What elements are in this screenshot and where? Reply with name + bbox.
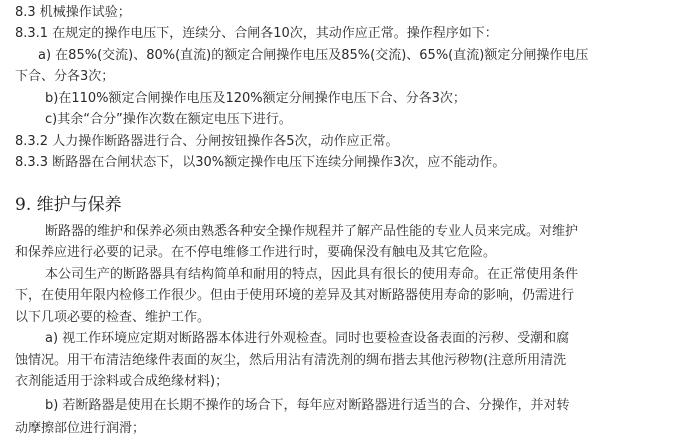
section-9-para-1-line-1: 断路器的维护和保养必须由熟悉各种安全操作规程并了解产品性能的专业人员来完成。对维护 [45, 224, 579, 239]
section-9-item-a-line-2: 蚀情况。用干布清洁绝缘件表面的灰尘，然后用沾有清洗剂的绸布揩去其他污秽物(注意所用清洗 [15, 353, 567, 368]
section-9-para-1-line-2: 和保养应进行必要的记录。在不停电维修工作进行时，要确保没有触电及其它危险。 [15, 245, 497, 260]
section-9-item-b-line-1: b) 若断路器是使用在长期不操作的场合下，每年应对断路器进行适当的合、分操作，并对转 [45, 398, 570, 413]
section-9-para-2-line-1: 本公司生产的断路器具有结构简单和耐用的特点，因此具有很长的使用寿命。在正常使用条件 [45, 267, 579, 282]
section-8-3-title: 8.3 机械操作试验； [15, 5, 131, 20]
section-9-item-b-line-2: 动摩擦部位进行润滑； [15, 421, 146, 436]
clause-8-3-1-item-a-line-1: a) 在85%(交流)、80%(直流)的额定合闸操作电压及85%(交流)、65%(直流)额定分闸操作电压 [38, 48, 589, 63]
clause-8-3-2: 8.3.2 人力操作断路器进行合、分闸按钮操作各5次，动作应正常。 [15, 134, 399, 149]
clause-8-3-1-item-a-line-2: 下合、分各3次； [15, 69, 115, 84]
section-9-para-2-line-2: 下，在使用年限内检修工作很少。但由于使用环境的差异及其对断路器使用寿命的影响，仍需进行 [15, 288, 575, 303]
cropped-bottom-strip [0, 420, 692, 438]
clause-8-3-1-item-b: b)在110%额定合闸操作电压及120%额定分闸操作电压下合、分各3次； [45, 91, 466, 106]
clause-8-3-1: 8.3.1 在规定的操作电压下，连续分、合闸各10次，其动作应正常。操作程序如下： [15, 26, 498, 41]
clause-8-3-3: 8.3.3 断路器在合闸状态下，以30%额定操作电压下连续分闸操作3次，应不能动作。 [15, 155, 506, 170]
section-9-item-a-line-3: 衣剂能适用于涂料或合成绝缘材料)； [15, 374, 229, 389]
clause-8-3-1-item-c: c)其余“合分”操作次数在额定电压下进行。 [45, 112, 292, 127]
section-9-item-a-line-1: a) 视工作环境应定期对断路器本体进行外观检查。同时也要检查设备表面的污秽、受潮和腐 [45, 331, 570, 346]
section-9-heading: 9. 维护与保养 [15, 195, 122, 215]
section-9-para-2-line-3: 以下几项必要的检查、维护工作。 [15, 310, 211, 325]
